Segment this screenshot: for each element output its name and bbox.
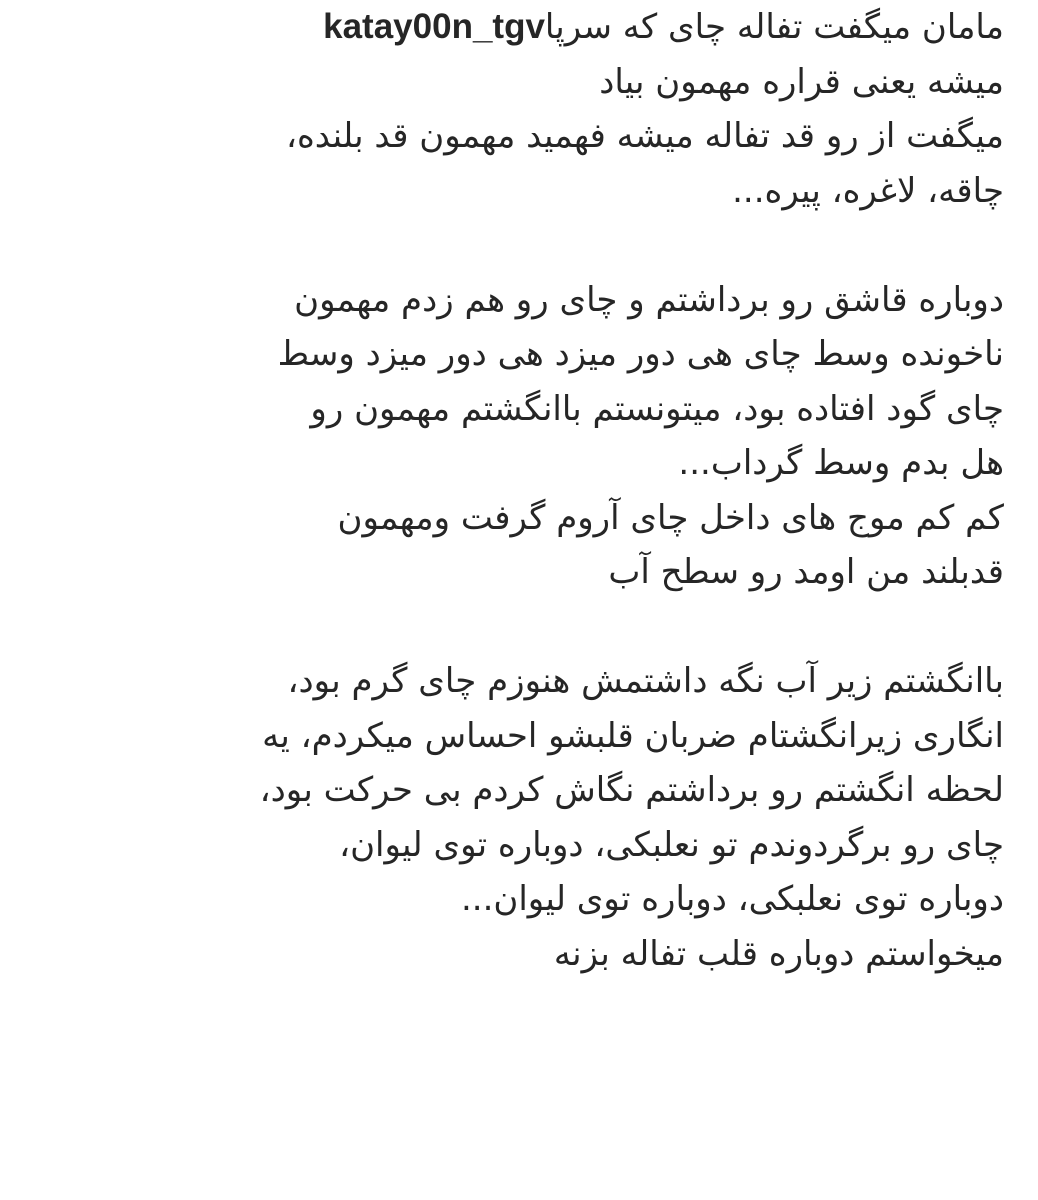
caption-line-17: دوباره توی نعلبکی، دوباره توی لیوان...	[460, 879, 1004, 919]
caption-line-6: دوباره قاشق رو برداشتم و چای رو هم زدم مهمون	[294, 279, 1004, 320]
caption-line-10: کم کم موج های داخل چای آروم گرفت ومهمون	[337, 497, 1004, 538]
caption-line-14: انگاری زیرانگشتام ضربان قلبشو احساس میکردم، یه	[262, 715, 1004, 756]
caption-line-4: چاقه، لاغره، پیره...	[732, 170, 1004, 211]
caption-line-9: هل بدم وسط گرداب...	[678, 443, 1004, 483]
caption-line-11: قدبلند من اومد رو سطح آب	[608, 552, 1004, 592]
caption-line-7: ناخونده وسط چای هی دور میزد هی دور میزد وسط	[277, 334, 1004, 374]
caption-line-15: لحظه انگشتم رو برداشتم نگاش کردم بی حرکت بود،	[259, 770, 1004, 810]
caption-line-13: باانگشتم زیر آب نگه داشتمش هنوزم چای گرم بود،	[287, 661, 1004, 701]
caption-line-18: میخواستم دوباره قلب تفاله بزنه	[553, 933, 1004, 974]
username-link[interactable]: katay00n_tgv	[323, 7, 545, 46]
caption-line-2: میشه یعنی قراره مهمون بیاد	[599, 61, 1004, 102]
caption-line-16: چای رو برگردوندم تو نعلبکی، دوباره توی لیوان،	[339, 824, 1004, 865]
post-caption	[34, 0, 1004, 981]
caption-blank-line	[34, 600, 1004, 655]
caption-line-8: چای گود افتاده بود، میتونستم باانگشتم مهمون رو	[310, 388, 1004, 429]
caption-line-3: میگفت از رو قد تفاله میشه فهمید مهمون قد بلنده،	[285, 116, 1004, 156]
caption-text: مامان میگفت تفاله چای که سرپا	[544, 7, 1004, 47]
caption-line-1	[34, 0, 1004, 55]
caption-blank-line	[34, 218, 1004, 273]
